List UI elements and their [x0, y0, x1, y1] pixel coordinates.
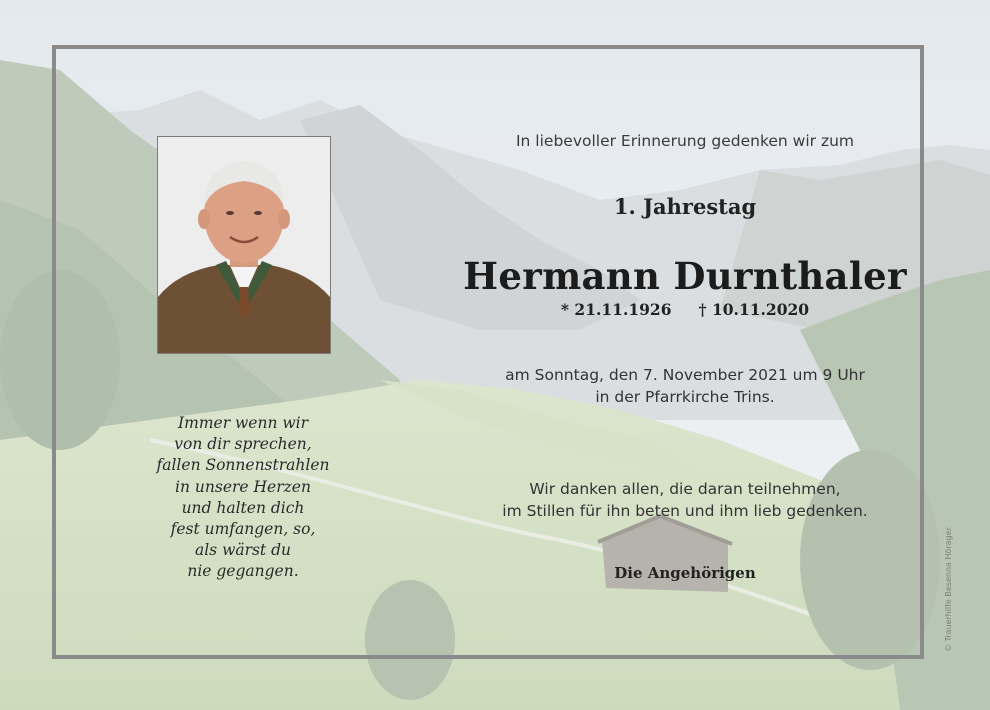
poem-line: und halten dich: [181, 498, 305, 517]
anniversary-title: 1. Jahrestag: [613, 194, 757, 219]
thanks-text: [455, 478, 915, 522]
deceased-name: Hermann Durnthaler: [463, 254, 907, 298]
poem-line: fest umfangen, so,: [170, 520, 316, 539]
poem: [128, 413, 358, 583]
signature: Die Angehörigen: [614, 564, 756, 582]
thanks-line: Wir danken allen, die daran teilnehmen,: [529, 480, 841, 498]
intro-text: In liebevoller Erinnerung gedenken wir zum: [515, 132, 855, 150]
poem-line: Immer wenn wir: [178, 414, 308, 432]
poem-line: nie gegangen.: [187, 562, 299, 581]
life-dates: * 21.11.1926 † 10.11.2020: [560, 300, 810, 319]
photo-credit: © Trauerhilfe Besenna Hörager: [944, 527, 953, 652]
portrait-photo: [157, 136, 331, 354]
service-line: am Sonntag, den 7. November 2021 um 9 Uhr: [505, 366, 865, 384]
service-info: [455, 364, 915, 408]
poem-line: fallen Sonnenstrahlen: [156, 456, 330, 475]
poem-line: von dir sprechen,: [174, 435, 312, 454]
service-line: in der Pfarrkirche Trins.: [595, 388, 775, 406]
poem-line: in unsere Herzen: [175, 477, 311, 496]
thanks-line: im Stillen für ihn beten und ihm lieb gedenken.: [502, 502, 868, 520]
poem-line: als wärst du: [194, 541, 291, 560]
